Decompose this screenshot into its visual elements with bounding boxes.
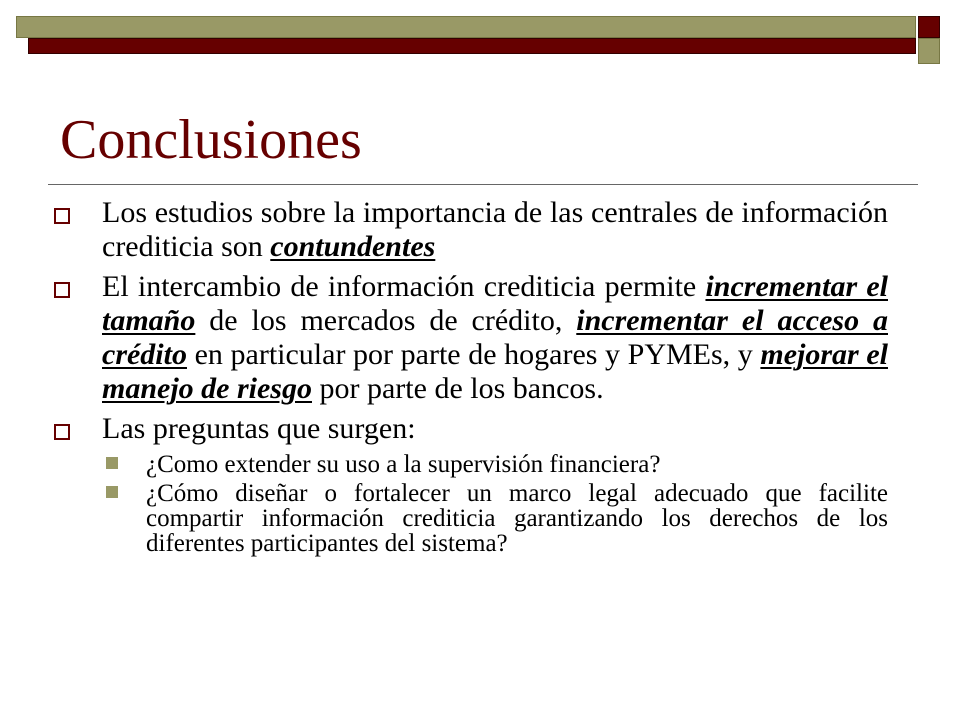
emphasis-text: mejorar el manejo de riesgo (102, 338, 888, 405)
bullet-exchange (48, 270, 888, 406)
hollow-square-bullet-icon (54, 282, 70, 298)
slide-title: Conclusiones (60, 109, 362, 171)
bullet-questions (48, 412, 888, 446)
emphasis-text: contundentes (270, 230, 436, 263)
emphasis-text: incrementar el acceso a crédito (102, 304, 888, 371)
bullet-text: Las preguntas que surgen: (102, 412, 416, 445)
filled-square-bullet-icon (106, 486, 118, 498)
bullet-text: en particular por parte de hogares y PYMEs, y (186, 338, 761, 371)
hollow-square-bullet-icon (54, 208, 70, 224)
sub-bullet-supervision (48, 452, 888, 477)
bullet-text: por parte de los bancos. (312, 372, 604, 405)
bullet-text: Los estudios sobre la importancia de las centrales de información crediticia son (102, 196, 888, 263)
slide-body (48, 196, 888, 560)
header-band-olive (16, 16, 916, 38)
bullet-text: El intercambio de información crediticia permite (102, 270, 706, 303)
corner-square-maroon (918, 16, 940, 38)
emphasis-text: incrementar el tamaño (102, 270, 888, 337)
sub-bullet-legal-framework (48, 481, 888, 556)
sub-bullet-text: ¿Como extender su uso a la supervisión financiera? (146, 451, 661, 478)
sub-bullet-text: ¿Cómo diseñar o fortalecer un marco legal adecuado que facilite compartir información crediticia garantizando los derechos de los diferentes participantes del sistema? (146, 480, 888, 557)
filled-square-bullet-icon (106, 457, 118, 469)
hollow-square-bullet-icon (54, 424, 70, 440)
title-divider (48, 184, 918, 185)
bullet-text: de los mercados de crédito, (195, 304, 577, 337)
corner-square-olive (918, 38, 940, 64)
header-band-maroon (28, 38, 916, 54)
bullet-studies (48, 196, 888, 264)
